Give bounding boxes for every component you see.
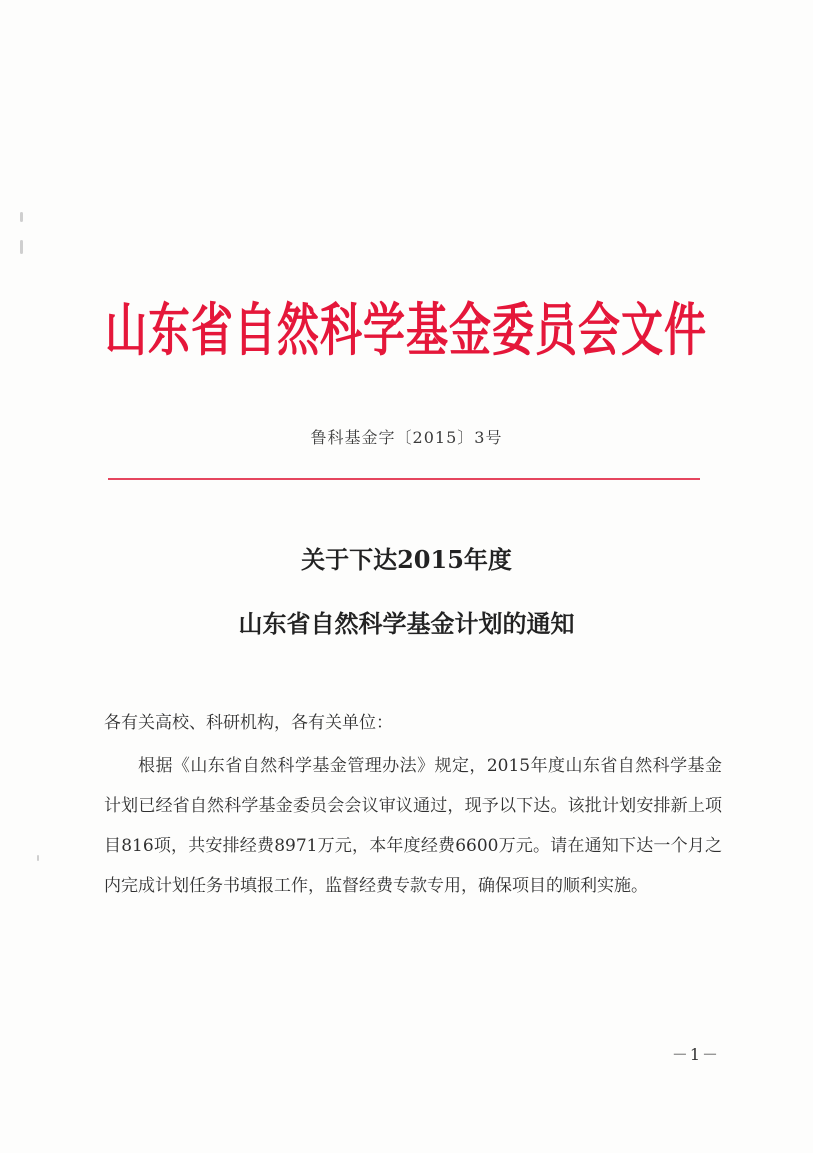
- salutation: 各有关高校、科研机构，各有关单位：: [104, 713, 393, 733]
- scan-artifact: [20, 212, 23, 222]
- body-paragraph: 根据《山东省自然科学基金管理办法》规定，2015年度山东省自然科学基金计划已经省自然科学基金委员会会议审议通过，现予以下达。该批计划安排新上项目816项，共安排经费8971万元，本年度经费6600万元。请在通知下达一个月之内完成计划任务书填报工作，监督经费专款专用，确保项目的顺利实施。: [104, 756, 722, 896]
- notice-title-line-1: 关于下达2015年度: [301, 545, 512, 574]
- red-divider-line: [108, 478, 700, 480]
- scan-artifact: [37, 855, 39, 861]
- scan-artifact: [20, 240, 23, 254]
- page-number: －1－: [671, 1045, 720, 1064]
- document-number: 鲁科基金字〔2015〕3号: [310, 428, 503, 447]
- issuing-authority-title: 山东省自然科学基金委员会文件: [105, 296, 708, 363]
- notice-title-line-2: 山东省自然科学基金计划的通知: [238, 609, 575, 638]
